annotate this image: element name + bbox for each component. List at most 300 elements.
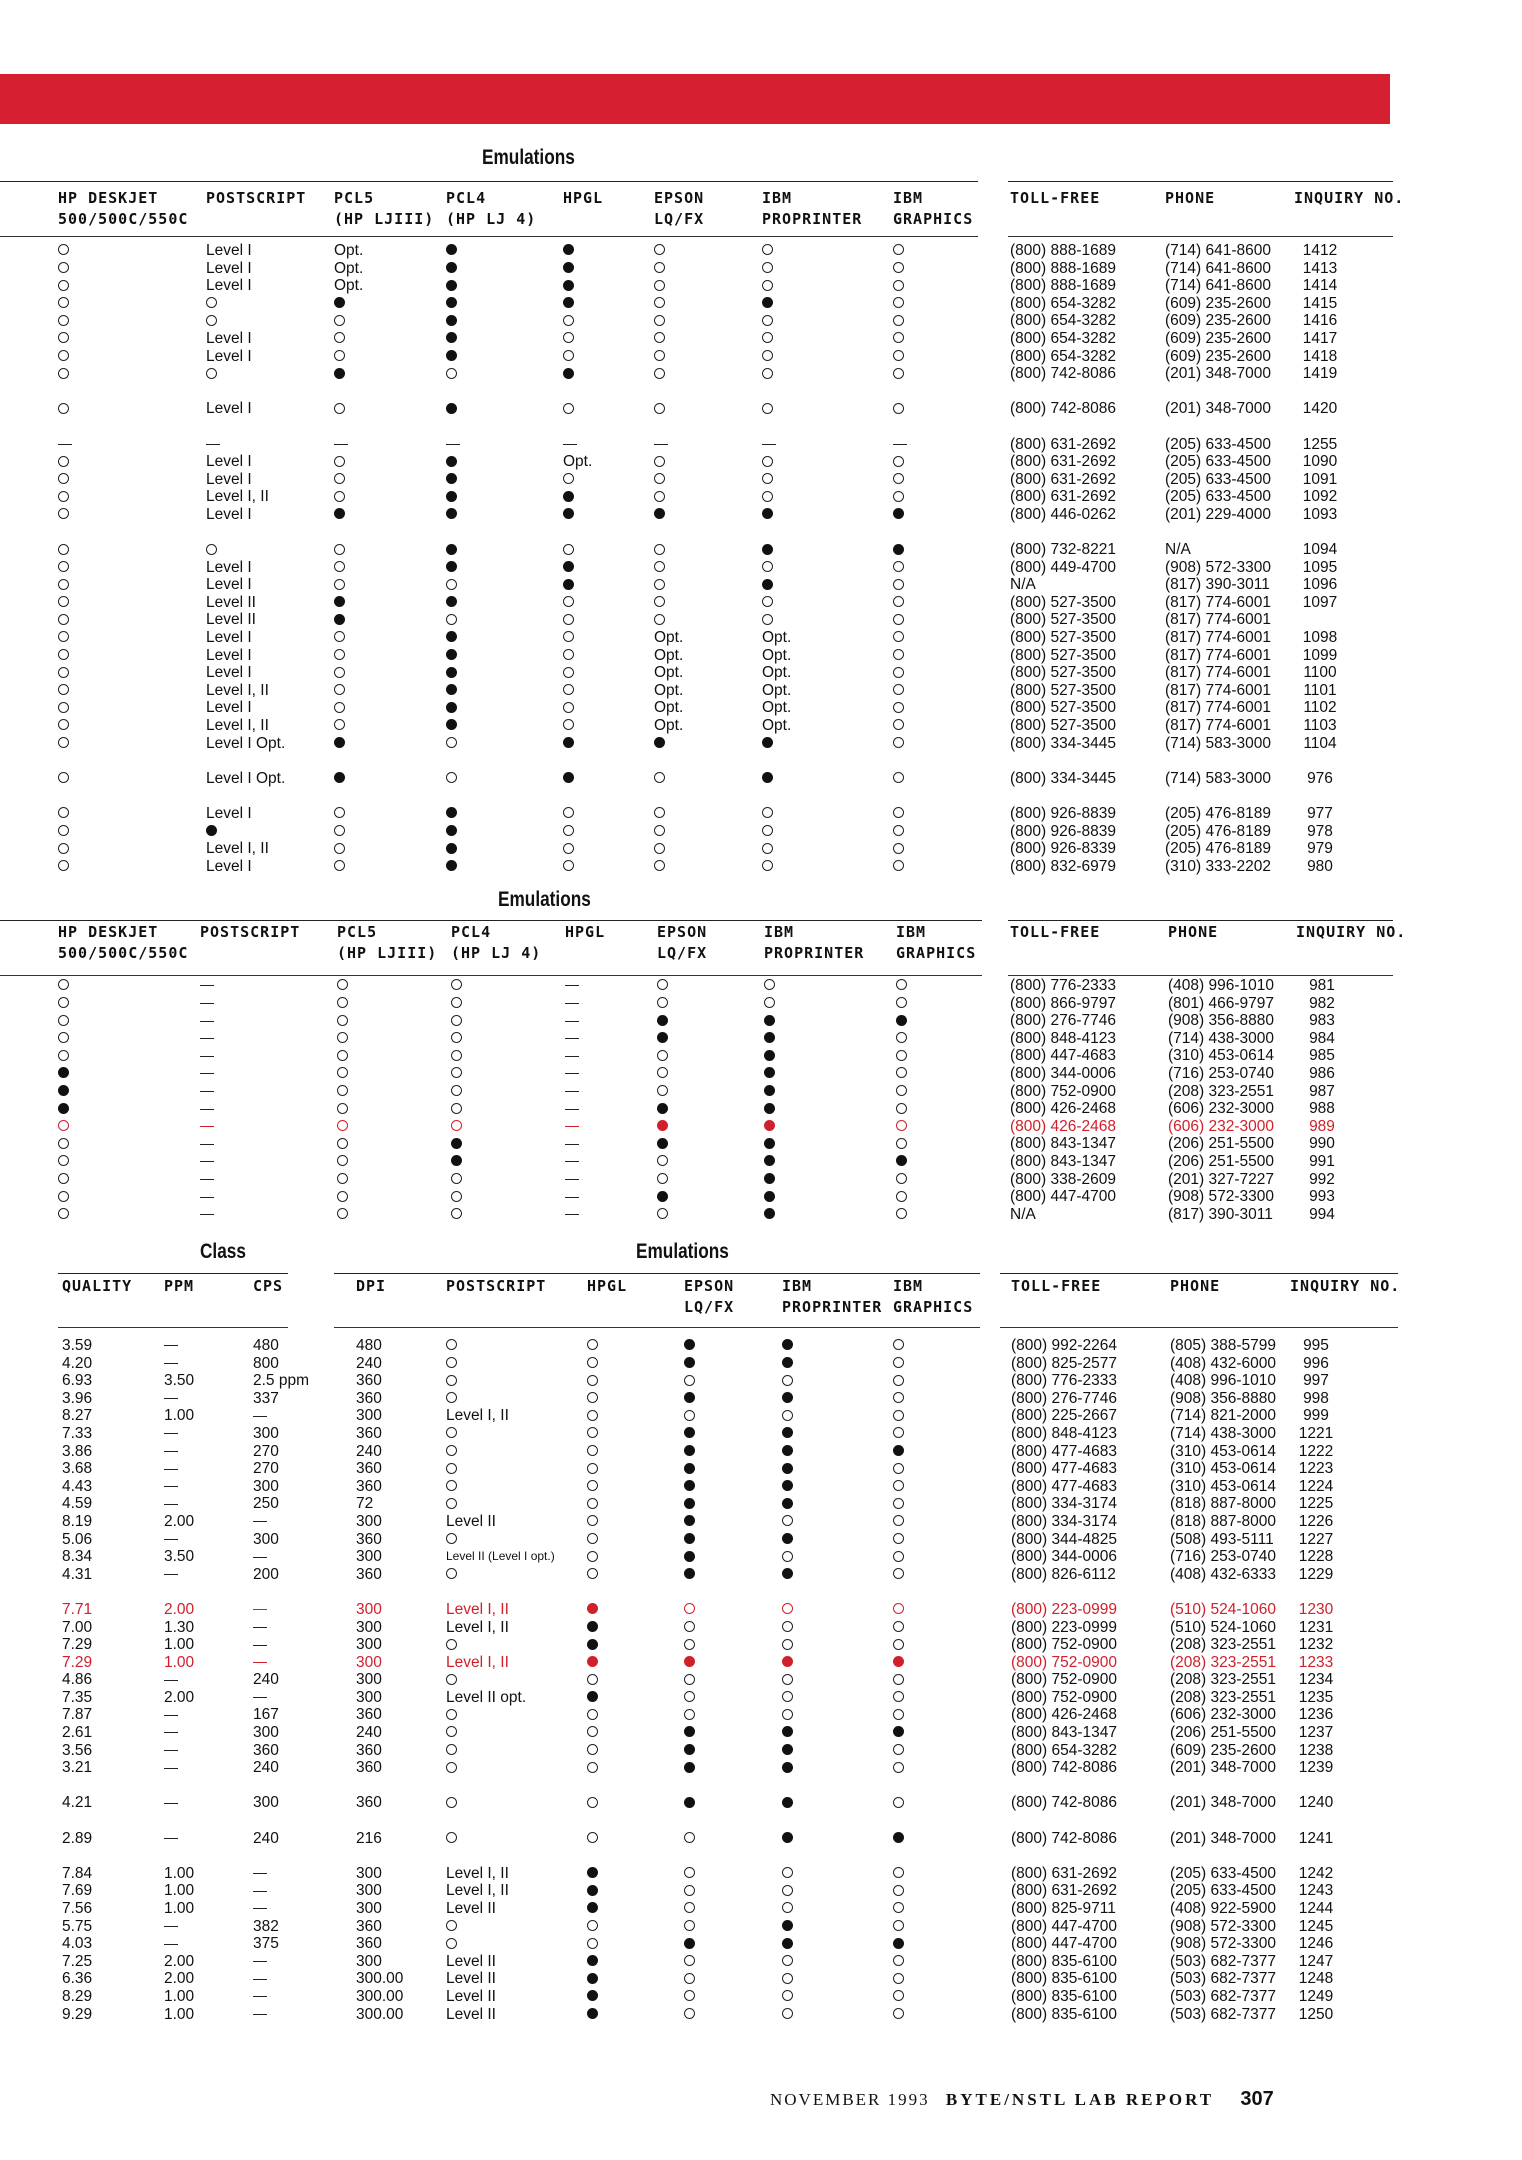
class-title: Class — [200, 1240, 246, 1263]
table-cell — [893, 1882, 904, 1900]
table-cell: (606) 232-3000 — [1168, 1117, 1274, 1135]
table-cell: 1.00 — [164, 1900, 195, 1917]
row-spacer — [782, 1812, 793, 1830]
table-cell: (201) 348-7000 — [1170, 1794, 1276, 1812]
table-cell — [587, 1513, 598, 1531]
row-spacer — [893, 1812, 904, 1830]
table-cell: 360 — [356, 1372, 382, 1390]
table-column — [446, 1337, 555, 2023]
column-header: PCL5 (HP LJIII) — [337, 923, 438, 962]
table-cell: 1223 — [1298, 1460, 1334, 1478]
table-cell: 337 — [253, 1389, 279, 1407]
table-cell — [164, 1918, 194, 1936]
no-support-circle-icon — [684, 1867, 695, 1878]
table-cell: 270 — [253, 1460, 279, 1478]
table-cell — [446, 1495, 555, 1513]
table-cell: (206) 251-5500 — [1168, 1152, 1274, 1170]
table-cell: Level II — [446, 1987, 496, 2005]
no-support-circle-icon — [587, 1410, 598, 1421]
table-cell: 1234 — [1298, 1671, 1334, 1689]
supported-dot-icon — [684, 1656, 695, 1667]
table-cell: Opt. — [654, 664, 684, 682]
table-cell: (817) 774-6001 — [1165, 611, 1271, 629]
table-cell — [587, 1495, 598, 1513]
column-header: HP DESKJET 500/500C/550C — [58, 189, 189, 228]
table-cell: 999 — [1303, 1407, 1329, 1425]
table-cell — [893, 1689, 904, 1707]
row-spacer — [1011, 1583, 1117, 1601]
row-spacer — [587, 1847, 598, 1865]
table-cell — [446, 1566, 555, 1584]
table-cell: Level I — [206, 329, 252, 347]
no-support-circle-icon — [446, 1726, 457, 1737]
table-cell: 480 — [356, 1337, 382, 1354]
table-cell — [684, 1671, 695, 1689]
table-cell: Opt. — [563, 453, 593, 471]
table-cell — [587, 1425, 598, 1443]
not-applicable-dash — [164, 1750, 178, 1751]
no-support-circle-icon — [684, 1709, 695, 1720]
table-cell: 996 — [1303, 1354, 1329, 1372]
row-spacer — [253, 1583, 309, 1601]
table-cell: (908) 356-8880 — [1168, 1012, 1274, 1030]
table-cell: Opt. — [654, 629, 684, 647]
row-spacer — [446, 1777, 555, 1795]
supported-dot-icon — [587, 1603, 598, 1614]
table-cell: (800) 843-1347 — [1010, 1152, 1116, 1170]
table-cell: (609) 235-2600 — [1165, 294, 1271, 312]
table-cell — [587, 1724, 598, 1742]
row-spacer — [164, 1583, 194, 1601]
no-support-circle-icon — [587, 1920, 598, 1931]
table-cell: 1103 — [1303, 717, 1337, 735]
no-support-circle-icon — [684, 2008, 695, 2019]
table-cell — [587, 1443, 598, 1461]
table-cell — [684, 1355, 695, 1373]
table-cell: Level I, II — [446, 1653, 509, 1671]
table-cell: 1102 — [1303, 699, 1337, 717]
table-cell — [253, 1865, 309, 1883]
table-cell: (817) 774-6001 — [1165, 717, 1271, 735]
column-header: PHONE — [1170, 1277, 1221, 1295]
table-cell: (205) 633-4500 — [1170, 1882, 1276, 1900]
table-cell — [587, 1390, 598, 1408]
table-cell: (800) 527-3500 — [1010, 699, 1116, 717]
not-applicable-dash — [164, 1768, 178, 1769]
no-support-circle-icon — [446, 1709, 457, 1720]
page-footer — [770, 2088, 1274, 2111]
table-cell: Level I — [206, 699, 252, 717]
table-cell: (310) 453-0614 — [1170, 1442, 1276, 1460]
table-cell: 360 — [356, 1706, 382, 1724]
row-spacer — [587, 1812, 598, 1830]
supported-dot-icon — [684, 1762, 695, 1773]
row-spacer — [684, 1847, 695, 1865]
table-cell — [164, 1355, 194, 1373]
no-support-circle-icon — [782, 1410, 793, 1421]
rule — [1000, 1273, 1398, 1274]
table-cell: 1099 — [1302, 646, 1338, 664]
table-cell: (800) 631-2692 — [1010, 470, 1116, 488]
supported-dot-icon — [587, 1990, 598, 2001]
table-cell: 240 — [356, 1442, 382, 1460]
not-applicable-dash — [164, 1433, 178, 1434]
table-cell: (208) 323-2551 — [1168, 1082, 1274, 1100]
table-cell: (800) 752-0900 — [1011, 1688, 1117, 1706]
table-cell: (800) 826-6112 — [1011, 1565, 1116, 1583]
table-cell: (800) 843-1347 — [1010, 1135, 1116, 1153]
table-cell — [253, 2006, 309, 2024]
table-cell — [684, 1953, 695, 1971]
supported-dot-icon — [782, 1445, 793, 1456]
table-cell: 2.5 ppm — [253, 1372, 310, 1390]
table-cell: (310) 453-0614 — [1168, 1047, 1274, 1065]
row-spacer — [356, 1583, 403, 1601]
no-support-circle-icon — [587, 1375, 598, 1386]
row-spacer — [1011, 1777, 1117, 1795]
table-cell — [253, 1601, 309, 1619]
table-cell — [164, 1425, 194, 1443]
table-cell: 360 — [356, 1389, 382, 1407]
table-cell — [587, 1742, 598, 1760]
table-cell: Level I — [206, 242, 252, 259]
table-cell: 1412 — [1302, 242, 1338, 259]
table-cell — [893, 1918, 904, 1936]
table-cell: (800) 276-7746 — [1011, 1389, 1117, 1407]
table-cell: 2.00 — [164, 1512, 195, 1530]
table-cell: 4.43 — [62, 1477, 93, 1495]
table-cell — [684, 1759, 695, 1777]
table-cell — [684, 1706, 695, 1724]
no-support-circle-icon — [782, 1955, 793, 1966]
table-cell — [684, 1531, 695, 1549]
supported-dot-icon — [684, 1445, 695, 1456]
supported-dot-icon — [587, 1656, 598, 1667]
no-support-circle-icon — [893, 1902, 904, 1913]
table-cell — [782, 1478, 793, 1496]
table-cell — [893, 2006, 904, 2024]
supported-dot-icon — [893, 1656, 904, 1667]
no-support-circle-icon — [893, 1797, 904, 1808]
table-cell — [253, 1953, 309, 1971]
table-cell — [893, 1372, 904, 1390]
table-cell: 300 — [356, 1671, 382, 1689]
table-cell — [164, 1724, 194, 1742]
table-cell — [684, 1830, 695, 1848]
table-cell — [782, 1443, 793, 1461]
no-support-circle-icon — [684, 1902, 695, 1913]
supported-dot-icon — [684, 1463, 695, 1474]
table-cell: (208) 323-2551 — [1170, 1653, 1276, 1671]
table-cell: (908) 572-3300 — [1170, 1917, 1276, 1935]
table-cell: Opt. — [762, 681, 792, 699]
table-cell: (800) 832-6979 — [1010, 857, 1116, 875]
no-support-circle-icon — [893, 1392, 904, 1403]
table-cell — [587, 1601, 598, 1619]
table-cell: (714) 438-3000 — [1168, 1029, 1274, 1047]
supported-dot-icon — [587, 1955, 598, 1966]
table-cell: Level II (Level I opt.) — [446, 1549, 555, 1564]
supported-dot-icon — [782, 1357, 793, 1368]
table-cell — [164, 1706, 194, 1724]
table-cell: (714) 641-8600 — [1165, 242, 1271, 259]
table-cell: (205) 633-4500 — [1170, 1864, 1276, 1882]
table-cell: Level I, II — [206, 840, 269, 858]
supported-dot-icon — [782, 1339, 793, 1350]
table-cell: 8.34 — [62, 1548, 93, 1566]
column-header: POSTSCRIPT — [200, 923, 301, 941]
supported-dot-icon — [684, 1357, 695, 1368]
table-cell — [782, 1548, 793, 1566]
supported-dot-icon — [587, 1973, 598, 1984]
table-cell: 72 — [356, 1495, 374, 1513]
no-support-circle-icon — [446, 1375, 457, 1386]
not-applicable-dash — [253, 1961, 267, 1962]
table-cell — [446, 1935, 555, 1953]
no-support-circle-icon — [684, 1973, 695, 1984]
table-cell: 1094 — [1302, 541, 1338, 559]
table-cell: Level I — [206, 646, 252, 664]
table-cell: N/A — [1010, 576, 1036, 594]
table-cell — [446, 1794, 555, 1812]
table-cell: 240 — [356, 1724, 382, 1742]
table-cell: (800) 477-4683 — [1011, 1477, 1117, 1495]
no-support-circle-icon — [782, 1691, 793, 1702]
table-cell: 300 — [253, 1794, 279, 1812]
table-cell: 3.86 — [62, 1442, 93, 1460]
supported-dot-icon — [684, 1533, 695, 1544]
table-cell — [684, 1619, 695, 1637]
table-cell: (800) 742-8086 — [1011, 1829, 1117, 1847]
column-header: HPGL — [565, 923, 606, 941]
table-cell: (503) 682-7377 — [1170, 2005, 1276, 2023]
table-cell: 360 — [356, 1530, 382, 1548]
table-cell: 1241 — [1298, 1829, 1334, 1847]
table-cell: (609) 235-2600 — [1165, 329, 1271, 347]
not-applicable-dash — [164, 1803, 178, 1804]
table-cell — [446, 1724, 555, 1742]
no-support-circle-icon — [446, 1744, 457, 1755]
table-cell — [893, 1478, 904, 1496]
table-cell: (609) 235-2600 — [1170, 1741, 1276, 1759]
table-cell: 1416 — [1302, 312, 1338, 330]
table-cell: (208) 323-2551 — [1170, 1688, 1276, 1706]
no-support-circle-icon — [684, 1955, 695, 1966]
supported-dot-icon — [587, 1867, 598, 1878]
table-cell — [893, 1759, 904, 1777]
table-cell: 7.00 — [62, 1618, 93, 1636]
table-cell: (800) 926-8839 — [1010, 805, 1116, 822]
table-cell: (800) 888-1689 — [1010, 277, 1116, 295]
supported-dot-icon — [893, 1726, 904, 1737]
no-support-circle-icon — [587, 1568, 598, 1579]
table-cell: 3.59 — [62, 1337, 93, 1354]
not-applicable-dash — [164, 1838, 178, 1839]
table-cell: 300 — [356, 1600, 382, 1618]
table-cell: (408) 922-5900 — [1170, 1900, 1276, 1917]
table-cell: 9.29 — [62, 2005, 93, 2023]
table-cell: (800) 276-7746 — [1010, 1012, 1116, 1030]
table-cell: (800) 527-3500 — [1010, 681, 1116, 699]
table-cell — [253, 1636, 309, 1654]
table-cell — [446, 1355, 555, 1373]
table-cell — [253, 1988, 309, 2006]
table-cell — [684, 1495, 695, 1513]
no-support-circle-icon — [684, 1375, 695, 1386]
table-cell: (310) 453-0614 — [1170, 1460, 1276, 1478]
no-support-circle-icon — [446, 1797, 457, 1808]
table-cell: (800) 334-3174 — [1011, 1495, 1117, 1513]
table-cell — [782, 1953, 793, 1971]
not-applicable-dash — [253, 1521, 267, 1522]
table-cell: 382 — [253, 1917, 279, 1935]
rule — [334, 1273, 980, 1274]
no-support-circle-icon — [446, 1480, 457, 1491]
table-cell: (800) 334-3445 — [1010, 734, 1116, 752]
row-spacer — [587, 1777, 598, 1795]
table-cell: (408) 432-6333 — [1170, 1565, 1276, 1583]
table-column — [1286, 1337, 1346, 2023]
column-header: IBM PROPRINTER — [762, 189, 863, 228]
table-cell: Level I — [206, 470, 252, 488]
table-cell: (800) 447-4700 — [1010, 1188, 1116, 1206]
table-cell — [253, 1548, 309, 1566]
table-cell: 360 — [356, 1424, 382, 1442]
table-cell: 1.00 — [164, 1987, 195, 2005]
table-cell: (800) 752-0900 — [1011, 1671, 1117, 1689]
column-header: PHONE — [1168, 923, 1219, 941]
table-cell: (205) 633-4500 — [1165, 470, 1271, 488]
table-cell: (800) 848-4123 — [1011, 1424, 1117, 1442]
no-support-circle-icon — [893, 1867, 904, 1878]
table-cell: (908) 572-3300 — [1165, 558, 1271, 576]
table-cell: 1097 — [1302, 593, 1338, 611]
table-cell — [782, 1759, 793, 1777]
table-cell: (800) 527-3500 — [1010, 717, 1116, 735]
table-cell — [164, 1495, 194, 1513]
table-cell: 1.00 — [164, 1882, 195, 1900]
no-support-circle-icon — [684, 1603, 695, 1614]
no-support-circle-icon — [893, 1515, 904, 1526]
row-spacer — [356, 1847, 403, 1865]
table-cell: (817) 390-3011 — [1165, 576, 1270, 594]
supported-dot-icon — [587, 1902, 598, 1913]
table-cell: (206) 251-5500 — [1170, 1724, 1276, 1742]
row-spacer — [1286, 1847, 1346, 1865]
column-header: PCL4 (HP LJ 4) — [451, 923, 542, 962]
no-support-circle-icon — [684, 1990, 695, 2001]
table-cell: (818) 887-8000 — [1170, 1512, 1276, 1530]
table-cell: 978 — [1307, 822, 1333, 840]
table-cell: 360 — [356, 1917, 382, 1935]
table-cell: 300 — [356, 1618, 382, 1636]
no-support-circle-icon — [893, 1603, 904, 1614]
row-spacer — [253, 1847, 309, 1865]
no-support-circle-icon — [587, 1445, 598, 1456]
table-cell — [893, 1742, 904, 1760]
table-cell: 998 — [1303, 1389, 1329, 1407]
rule — [58, 1273, 288, 1274]
supported-dot-icon — [587, 2008, 598, 2019]
supported-dot-icon — [782, 1498, 793, 1509]
supported-dot-icon — [684, 1568, 695, 1579]
table-cell: 1243 — [1298, 1882, 1334, 1900]
table-cell: (201) 327-7227 — [1168, 1170, 1274, 1188]
no-support-circle-icon — [587, 1480, 598, 1491]
table-cell — [164, 1337, 194, 1355]
table-cell — [782, 1794, 793, 1812]
table-cell: (800) 752-0900 — [1011, 1636, 1117, 1654]
table-cell: Opt. — [762, 664, 792, 682]
table-cell: (800) 654-3282 — [1010, 312, 1116, 330]
table-cell — [253, 1619, 309, 1637]
table-cell — [446, 1531, 555, 1549]
table-cell — [893, 1794, 904, 1812]
table-cell: 216 — [356, 1829, 382, 1847]
table-cell: (800) 426-2468 — [1010, 1117, 1116, 1135]
no-support-circle-icon — [446, 1392, 457, 1403]
table-cell: (800) 926-8339 — [1010, 840, 1116, 858]
row-spacer — [684, 1583, 695, 1601]
table-cell: 992 — [1309, 1170, 1335, 1188]
table-cell: 300.00 — [356, 2005, 404, 2023]
row-spacer — [684, 1812, 695, 1830]
table-cell: Level II opt. — [446, 1688, 527, 1706]
table-cell: (800) 835-6100 — [1011, 1970, 1117, 1988]
not-applicable-dash — [164, 1345, 178, 1346]
table-cell: 1.00 — [164, 1407, 195, 1425]
no-support-circle-icon — [782, 1551, 793, 1562]
table-cell: (205) 476-8189 — [1165, 822, 1271, 840]
table-cell: (609) 235-2600 — [1165, 312, 1271, 330]
table-cell — [893, 1619, 904, 1637]
table-cell: (800) 344-0006 — [1010, 1064, 1116, 1082]
table-cell: (606) 232-3000 — [1170, 1706, 1276, 1724]
column-header: IBM PROPRINTER — [764, 923, 865, 962]
table-cell — [782, 1882, 793, 1900]
table-cell — [684, 1601, 695, 1619]
table-cell — [684, 1425, 695, 1443]
table-cell: Level I — [206, 857, 252, 875]
row-spacer — [164, 1777, 194, 1795]
table-column — [587, 1337, 598, 2023]
no-support-circle-icon — [893, 1990, 904, 2001]
table-cell: (800) 866-9797 — [1010, 994, 1116, 1012]
table-cell — [446, 1425, 555, 1443]
supported-dot-icon — [782, 1427, 793, 1438]
table-cell: 1227 — [1298, 1530, 1334, 1548]
table-cell: 980 — [1307, 857, 1333, 875]
no-support-circle-icon — [893, 1744, 904, 1755]
table-cell — [782, 1566, 793, 1584]
not-applicable-dash — [253, 1697, 267, 1698]
table-cell — [587, 1654, 598, 1672]
table-cell — [893, 1706, 904, 1724]
table-cell: 240 — [253, 1759, 279, 1777]
table-cell — [684, 1636, 695, 1654]
table-cell — [587, 1759, 598, 1777]
table-cell: 300.00 — [356, 1970, 404, 1988]
table-cell: 8.19 — [62, 1512, 93, 1530]
table-cell: 993 — [1309, 1188, 1335, 1206]
table-cell: 1250 — [1298, 2005, 1334, 2023]
table-cell: 987 — [1309, 1082, 1335, 1100]
table-cell: 360 — [253, 1741, 279, 1759]
table-cell: (408) 996-1010 — [1168, 977, 1274, 994]
table-cell — [893, 1390, 904, 1408]
table-cell — [782, 1900, 793, 1918]
table-cell: (606) 232-3000 — [1168, 1100, 1274, 1118]
